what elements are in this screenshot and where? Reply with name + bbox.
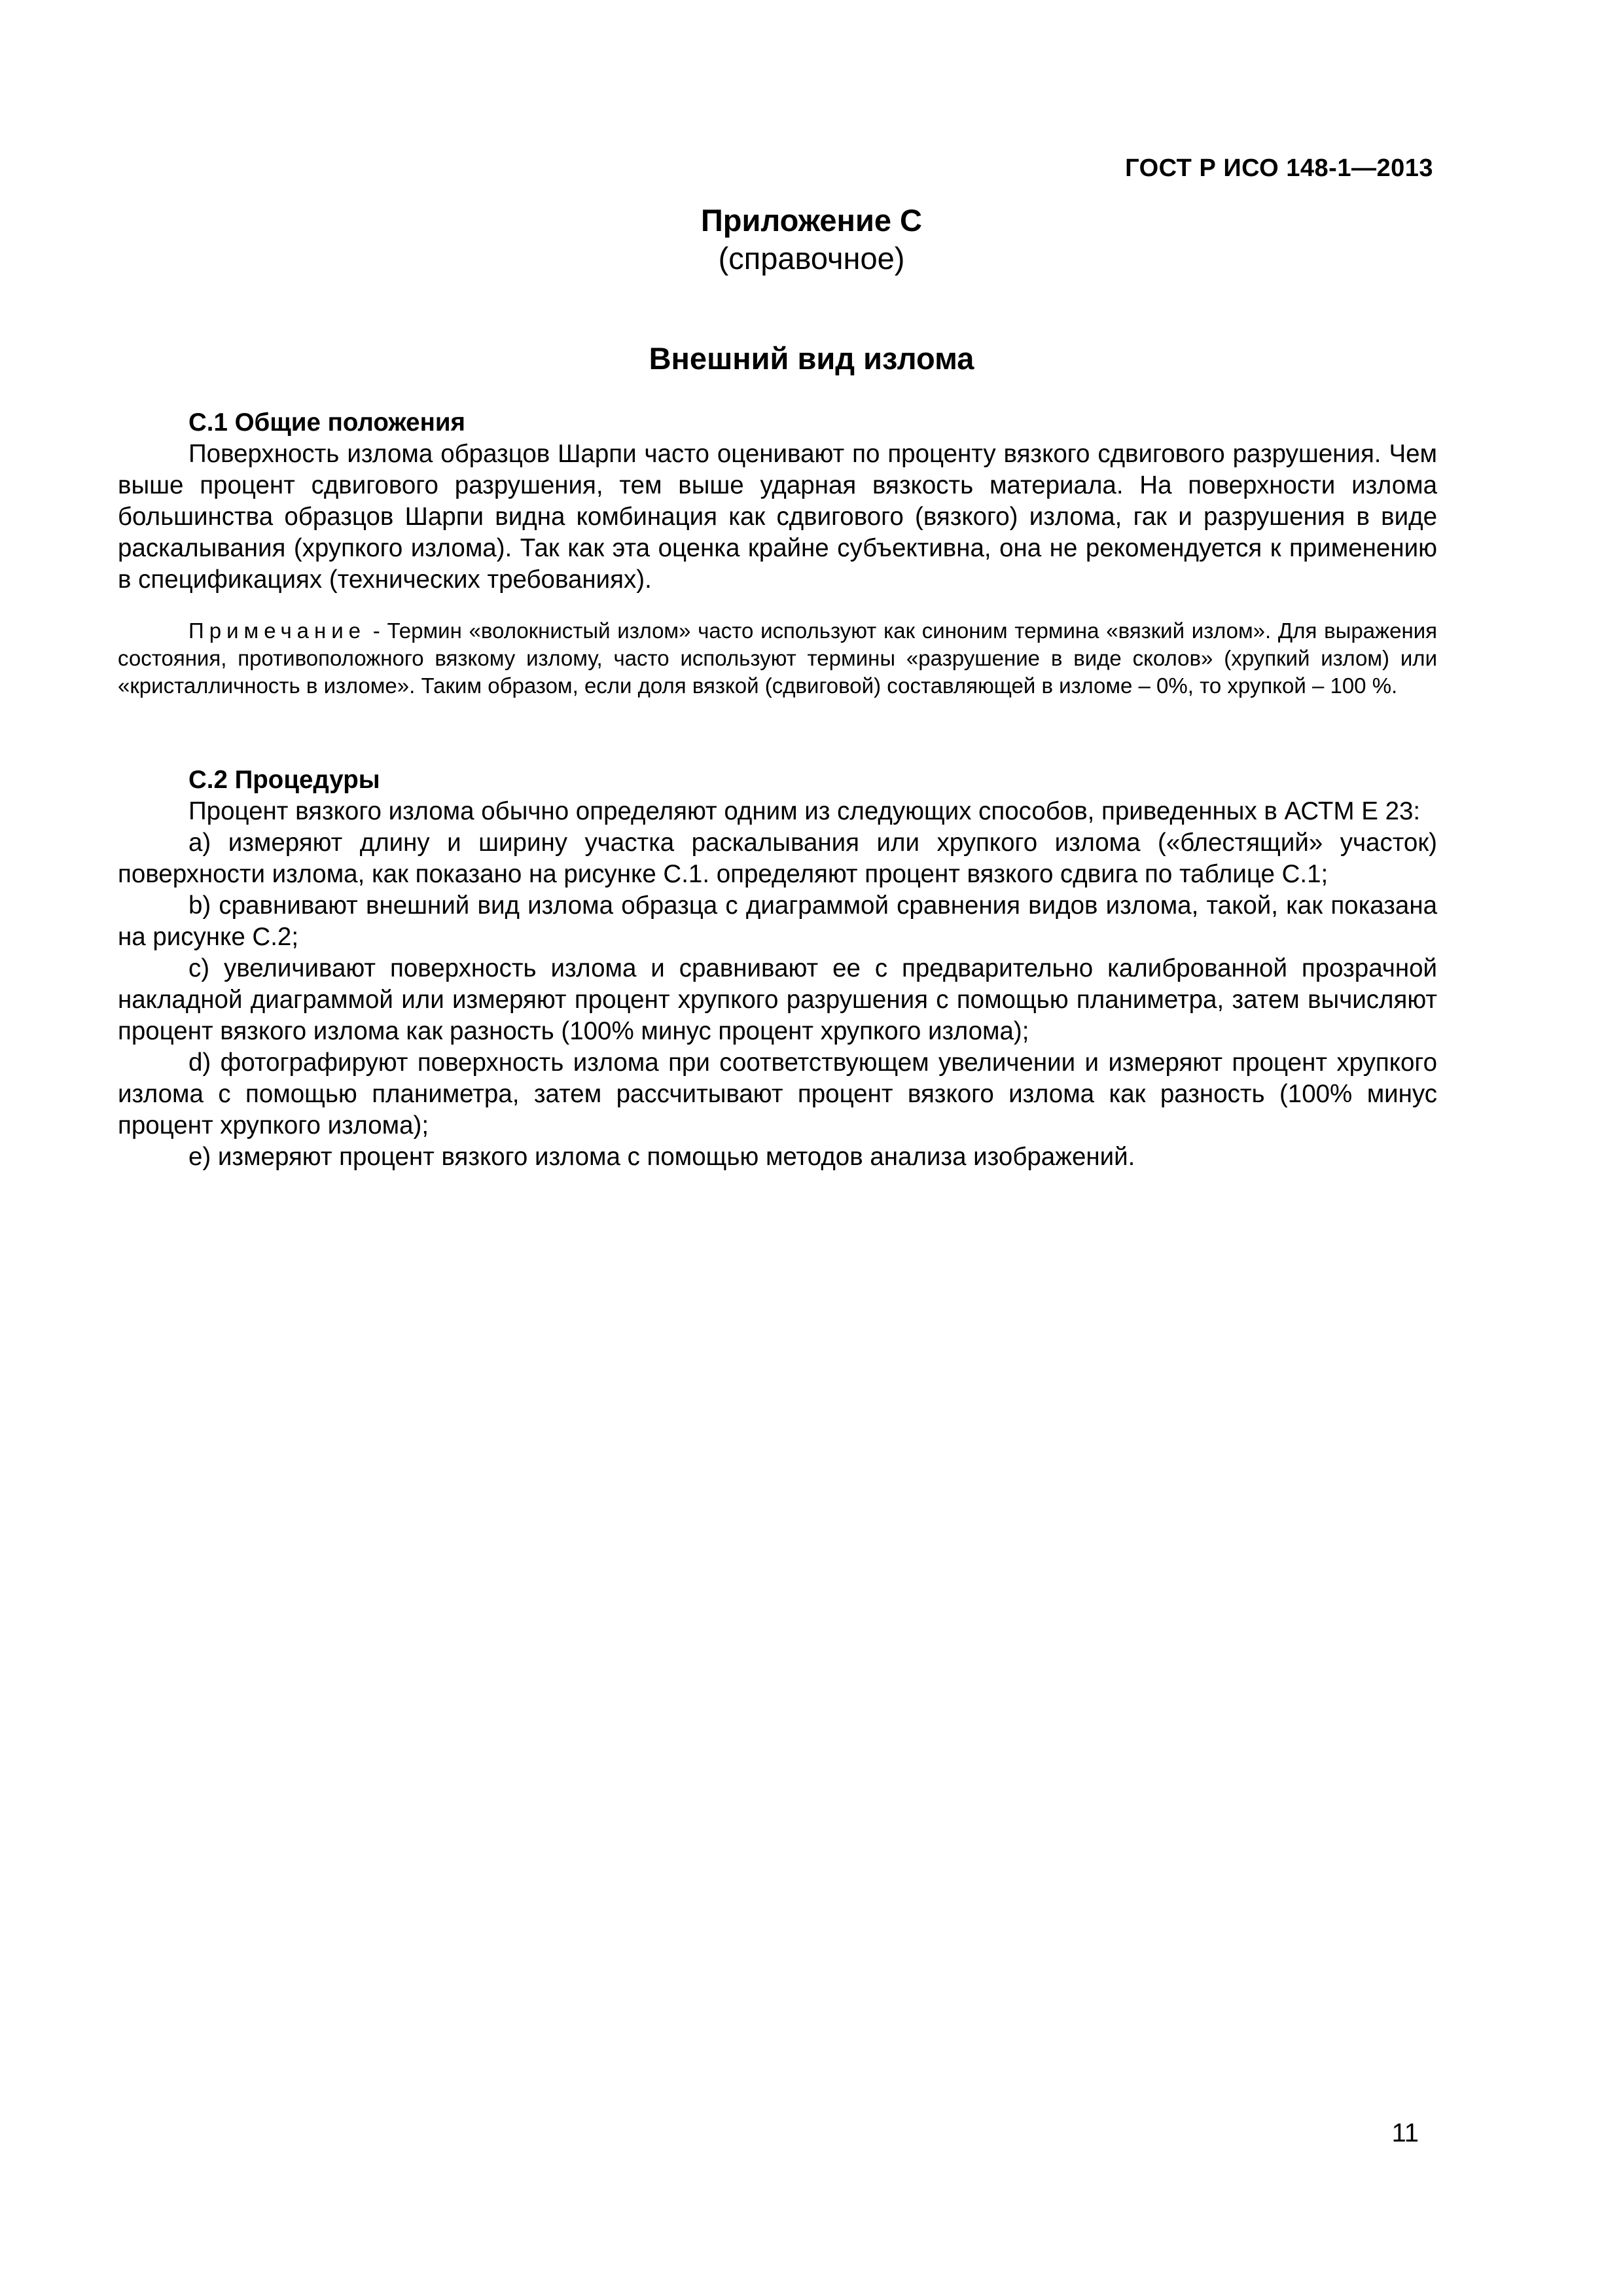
section-c1-heading: С.1 Общие положения <box>188 408 465 437</box>
annex-status: (справочное) <box>718 241 905 276</box>
list-item: a) измеряют длину и ширину участка раскалывания или хрупкого излома («блестящий» участок) поверхности излома, как показано на рисунке С.1. определяют процент вязкого сдвига по таблице С.1; <box>118 829 1437 888</box>
section-c2 <box>118 764 1437 1173</box>
note-label: Примечание <box>188 619 366 643</box>
section-c2-heading: С.2 Процедуры <box>188 766 380 794</box>
section-c1-note <box>118 617 1437 700</box>
section-c1 <box>118 407 1437 700</box>
page-number: 11 <box>1391 2119 1419 2147</box>
list-item: c) увеличивают поверхность излома и сравнивают ее с предварительно калиброванной прозрачной накладной диаграммой или измеряют процент хрупкого разрушения с помощью планиметра, затем вычисляют процент вязкого излома как разность (100% минус процент хрупкого излома); <box>118 954 1437 1045</box>
section-c2-intro: Процент вязкого излома обычно определяют одним из следующих способов, приведенных в АСТМ Е 23: <box>188 797 1421 825</box>
list-item: b) сравнивают внешний вид излома образца с диаграммой сравнения видов излома, такой, как показана на рисунке С.2; <box>118 891 1437 951</box>
annex-heading <box>0 202 1623 278</box>
section-c1-paragraph: Поверхность излома образцов Шарпи часто оценивают по проценту вязкого сдвигового разрушения. Чем выше процент сдвигового разрушения, тем выше ударная вязкость материала. На поверхности излома большинства образцов Шарпи видна комбинация как сдвигового (вязкого) излома, гак и разрушения в виде раскалывания (хрупкого излома). Так как эта оценка крайне субъективна, она не рекомендуется к применению в спецификациях (технических требованиях). <box>118 440 1437 594</box>
note-text: - Термин «волокнистый излом» часто используют как синоним термина «вязкий излом». Для выражения состояния, противоположного вязкому излому, часто используют термины «разрушение в виде сколов» (хрупкий излом) или «кристалличность в изломе». Таким образом, если доля вязкой (сдвиговой) составляющей в изломе – 0%, то хрупкой – 100 %. <box>118 619 1437 698</box>
annex-title: Внешний вид излома <box>649 341 974 376</box>
list-item: d) фотографируют поверхность излома при соответствующем увеличении и измеряют процент хрупкого излома с помощью планиметра, затем рассчитывают процент вязкого излома как разность (100% минус процент хрупкого излома); <box>118 1049 1437 1139</box>
list-item: e) измеряют процент вязкого излома с помощью методов анализа изображений. <box>188 1143 1135 1171</box>
document-code: ГОСТ Р ИСО 148-1—2013 <box>1125 154 1433 182</box>
annex-label: Приложение С <box>701 203 922 238</box>
